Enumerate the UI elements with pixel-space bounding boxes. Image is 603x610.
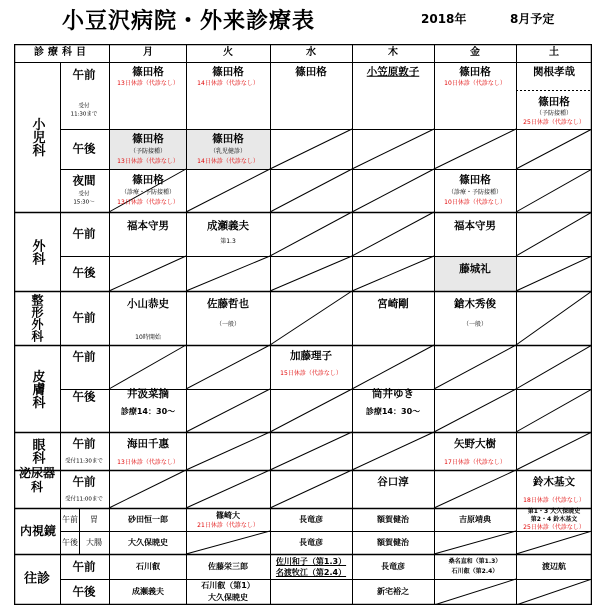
- dept-urology-label: 泌尿器科: [19, 466, 56, 494]
- slot-note: 15:30～: [73, 199, 95, 206]
- doctor-name: 福本守男: [454, 219, 496, 232]
- doctor-name: 谷口淳: [377, 475, 409, 488]
- doctor-name: 小山恭史: [127, 297, 169, 310]
- slot-am: 午前: [72, 310, 96, 325]
- doctor-name: 篠田格: [459, 173, 491, 186]
- doctor-name: 佐藤栄三郎: [208, 562, 248, 571]
- doctor-name: 渡辺航: [542, 562, 566, 571]
- slot-note: 受付11:30まで: [65, 458, 103, 465]
- slot-am: 午前: [72, 474, 96, 489]
- doctor-name: 名渡牧江（第2.4）: [275, 568, 347, 577]
- doctor-name: 篠田格: [212, 132, 244, 145]
- doctor-name: 石川叡（第1）: [201, 581, 255, 590]
- sub-note: 10時開始: [135, 334, 161, 341]
- doctor-name: 長竜彦: [381, 562, 405, 571]
- doctor-name: 額賀健治: [377, 538, 409, 547]
- doctor-name: 長竜彦: [299, 538, 323, 547]
- sub-note: （予防接種）: [129, 148, 167, 155]
- doctor-name: 宮崎剛: [377, 297, 409, 310]
- closure-note: 10日休診（代診なし）: [444, 199, 506, 206]
- doctor-name: 大久保暁史: [208, 593, 248, 602]
- doctor-name: 佐藤哲也: [207, 297, 249, 310]
- slot-am: 午前: [72, 436, 96, 451]
- closure-note: 21日休診（代診なし）: [197, 522, 259, 529]
- doctor-name: 額賀健治: [377, 515, 409, 524]
- doctor-name: 鎗木秀俊: [454, 297, 496, 310]
- sub-note: 診療14：30～: [120, 407, 176, 416]
- dept-surgery: 外科: [29, 239, 45, 265]
- doctor-name: 篠田格: [538, 95, 570, 108]
- doctor-name: 井汲菜摘: [127, 387, 169, 400]
- dept-dermatology: 皮膚科: [29, 369, 45, 409]
- slot-note: 受付: [78, 191, 90, 198]
- sub-note: 診療14：30～: [365, 407, 421, 416]
- slot-pm: 午後: [72, 265, 96, 280]
- schedule-table: [14, 44, 592, 605]
- slot-pm: 午後: [72, 584, 96, 599]
- doctor-name: 成瀬義夫: [207, 219, 249, 232]
- doctor-name: 関根孝哉: [533, 65, 575, 78]
- header-sat: 土: [549, 47, 559, 58]
- closure-note: 13日休診（代診なし）: [117, 80, 179, 87]
- dept-endoscopy: 内視鏡: [19, 524, 57, 538]
- closure-note: 13日休診（代診なし）: [117, 158, 179, 165]
- slot-note: 11:30まで: [70, 111, 98, 118]
- closure-note: 14日休診（代診なし）: [197, 158, 259, 165]
- doctor-name: 石川叡: [136, 562, 160, 571]
- doctor-name: 藤城礼: [459, 262, 491, 275]
- doctor-name: 筒井ゆき: [372, 387, 414, 400]
- header-thu: 木: [388, 47, 398, 58]
- closure-note: 15日休診（代診なし）: [280, 370, 342, 377]
- slot-type: 胃: [90, 515, 98, 524]
- closure-note: 10日休診（代診なし）: [444, 80, 506, 87]
- doctor-name: 鈴木基文: [533, 475, 575, 488]
- doctor-name: 砂田恒一郎: [128, 515, 168, 524]
- plan-label: 8月予定: [510, 12, 555, 26]
- doctor-name: 大久保暁史: [128, 538, 168, 547]
- slot-pm: 午後: [62, 538, 78, 547]
- closure-note: 14日休診（代診なし）: [197, 80, 259, 87]
- doctor-name: 篠田格: [295, 65, 327, 78]
- slot-night: 夜間: [72, 173, 96, 188]
- closure-note: 13日休診（代診なし）: [117, 459, 179, 466]
- slot-am: 午前: [72, 226, 96, 241]
- slot-am: 午前: [72, 559, 96, 574]
- sub-note: （乳児健診）: [209, 148, 247, 155]
- dept-home-visit: 往診: [23, 571, 51, 587]
- doctor-name: 新宅裕之: [377, 587, 409, 596]
- doctor-name: 石川叡（第2.4）: [451, 568, 499, 575]
- doctor-name: 篠田格: [132, 132, 164, 145]
- doctor-name: 福本守男: [127, 219, 169, 232]
- year-label: 2018年: [421, 12, 467, 26]
- sub-note: （予防接種）: [535, 110, 573, 117]
- closure-note: 18日休診（代診なし）: [523, 497, 585, 504]
- doctor-name: 篠田格: [459, 65, 491, 78]
- doctor-name: 小笠原敦子: [366, 65, 420, 78]
- doctor-name: 篠崎大: [216, 511, 240, 520]
- doctor-name: 加藤理子: [290, 349, 332, 362]
- doctor-name: 成瀬義夫: [132, 587, 164, 596]
- doctor-name: 海田千惠: [127, 437, 169, 450]
- slot-am: 午前: [72, 67, 96, 82]
- closure-note: 17日休診（代診なし）: [444, 459, 506, 466]
- slot-pm: 午後: [72, 141, 96, 156]
- slot-note: 受付: [78, 103, 90, 110]
- sub-note: 第1.3: [220, 238, 236, 245]
- slot-am: 午前: [72, 349, 96, 364]
- sub-note: （一般）: [462, 321, 488, 328]
- header-tue: 火: [223, 47, 233, 58]
- sub-note: （診療・予防接種）: [120, 189, 176, 196]
- doctor-name: 篠田格: [212, 65, 244, 78]
- sub-note: （診療・予防接種）: [447, 189, 503, 196]
- header-mon: 月: [143, 47, 153, 58]
- closure-note: 13日休診（代診なし）: [117, 199, 179, 206]
- doctor-name: 第2・4 鈴木基文: [530, 516, 578, 523]
- slot-pm: 午後: [72, 389, 96, 404]
- slot-am: 午前: [62, 515, 78, 524]
- closure-note: 25日休診（代診なし）: [523, 524, 585, 531]
- doctor-name: 篠田格: [132, 65, 164, 78]
- slot-note: 受付11:00まで: [65, 496, 103, 503]
- doctor-name: 矢野大樹: [454, 437, 496, 450]
- closure-note: 25日休診（代診なし）: [523, 119, 585, 126]
- doctor-name: 第1・3 大久保暁史: [527, 508, 581, 515]
- doctor-name: 桑名直和（第1.3）: [448, 558, 502, 565]
- slot-type: 大腸: [86, 538, 102, 547]
- doctor-name: 長竜彦: [299, 515, 323, 524]
- header-fri: 金: [470, 47, 480, 58]
- page-title: 小豆沢病院・外来診療表: [62, 9, 316, 34]
- dept-orthopedics: 整形外科: [30, 294, 44, 342]
- doctor-name: 佐川和子（第1.3）: [275, 557, 347, 566]
- doctor-name: 篠田格: [132, 173, 164, 186]
- sub-note: （一般）: [215, 321, 241, 328]
- doctor-name: 吉原靖典: [459, 515, 491, 524]
- dept-ophthalmology: 眼科: [29, 438, 45, 464]
- header-wed: 水: [306, 47, 316, 58]
- header-dept: 診療科目: [34, 47, 90, 58]
- dept-urology: [19, 466, 55, 494]
- dept-pediatrics: 小児科: [29, 117, 45, 157]
